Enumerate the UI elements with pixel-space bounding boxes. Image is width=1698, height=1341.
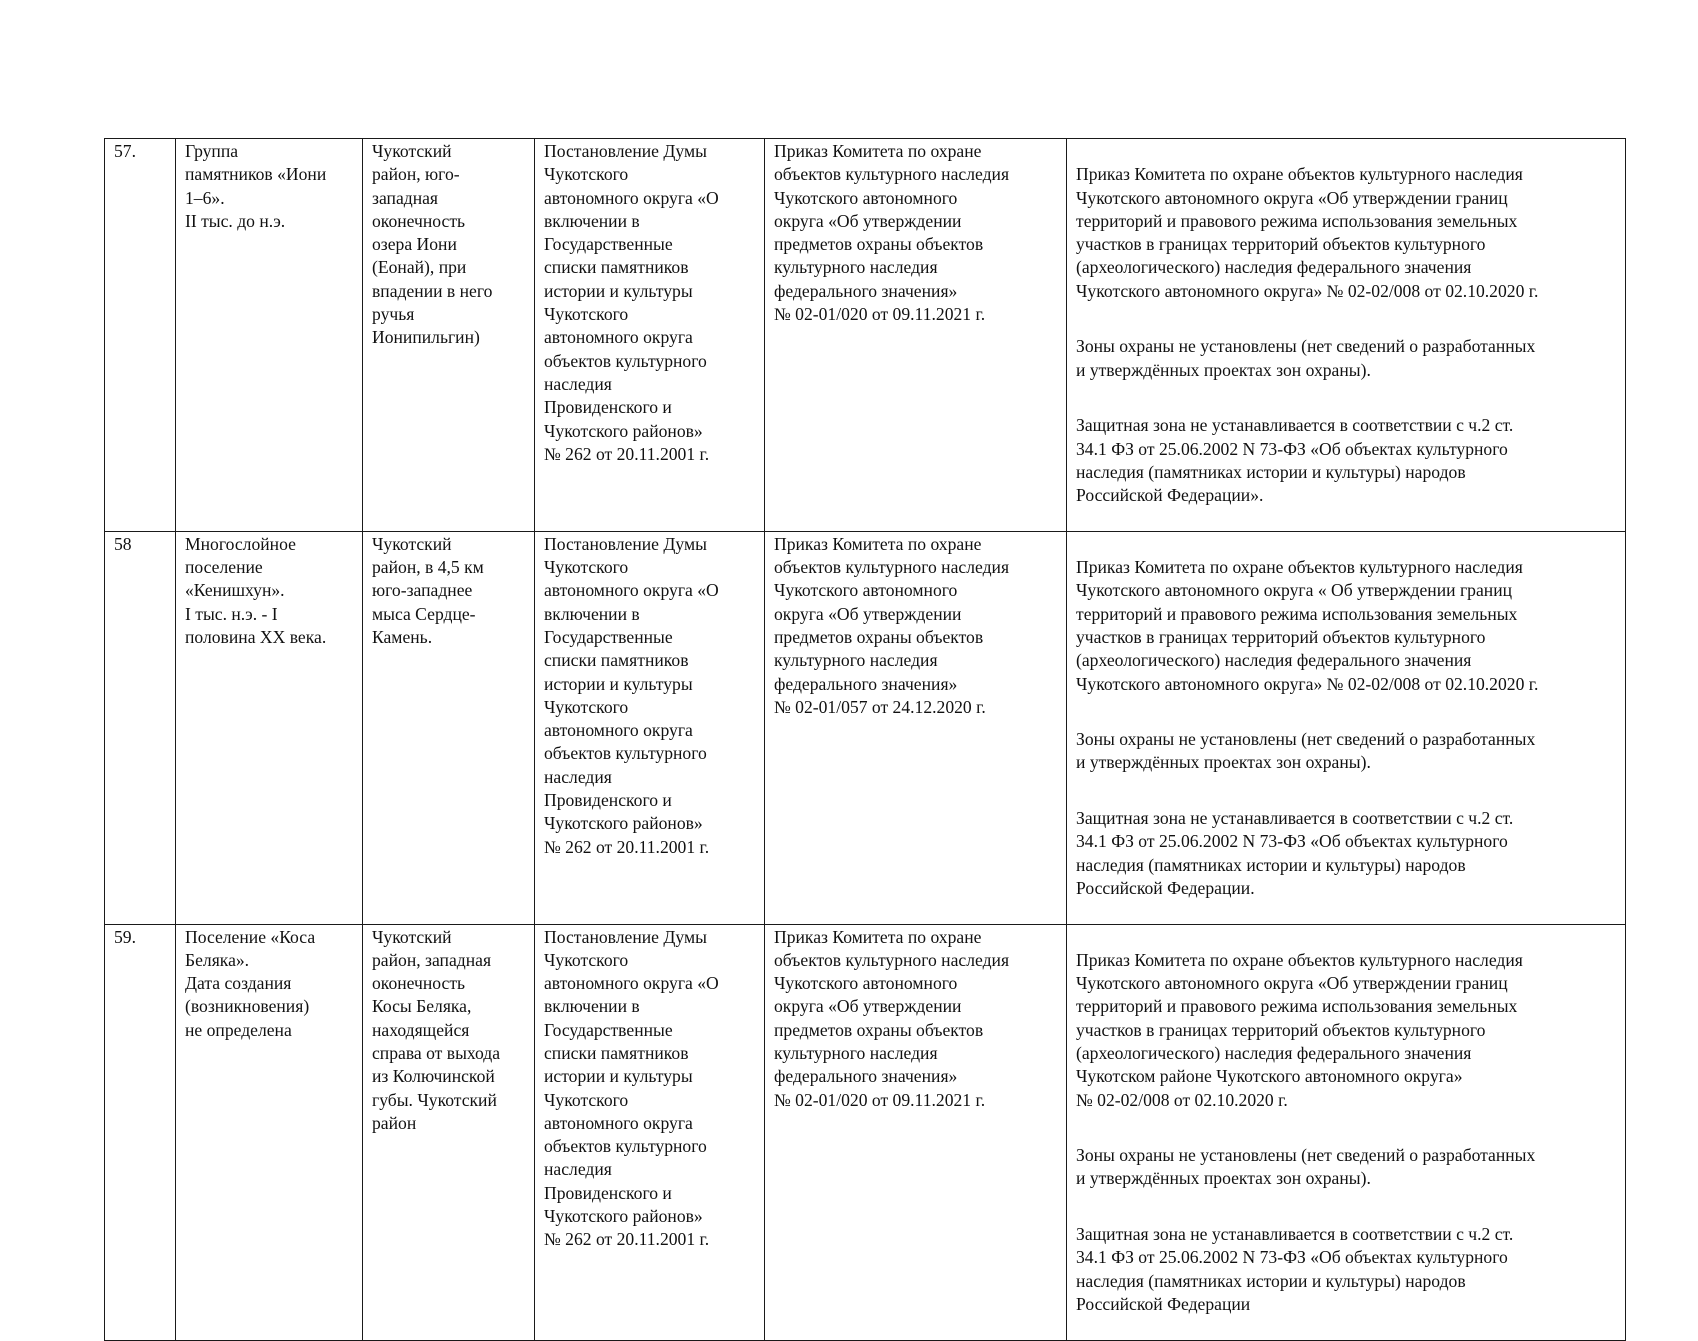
object-location: Чукотский район, западная оконечность Косы Беляка, находящейся справа от выхода из Колючинской губы. Чукотский район	[363, 924, 535, 1340]
zone-status: Зоны охраны не установлены (нет сведений о разработанных и утверждённых проектах зон охраны).	[1076, 336, 1536, 380]
heritage-registry-table	[104, 138, 1626, 1341]
object-name: Многослойное поселение «Кенишхун». I тыс. н.э. - I половина XX века.	[176, 531, 363, 924]
row-number: 58	[105, 531, 176, 924]
zone-status: Зоны охраны не установлены (нет сведений о разработанных и утверждённых проектах зон охраны).	[1076, 1145, 1536, 1189]
zones-cell	[1067, 531, 1626, 924]
row-number: 59.	[105, 924, 176, 1340]
protection-subject-order: Приказ Комитета по охране объектов культурного наследия Чукотского автономного округа «Об утверждении предметов охраны объектов культурного наследия федерального значения» № 02-01/020 от 09.11.2021 г.	[765, 924, 1067, 1340]
protective-zone-note: Защитная зона не устанавливается в соответствии с ч.2 ст. 34.1 ФЗ от 25.06.2002 N 73-ФЗ «Об объектах культурного наследия (памятниках истории и культуры) народов Российской Федерации».	[1076, 415, 1514, 506]
boundary-order: Приказ Комитета по охране объектов культурного наследия Чукотского автономного округа « Об утверждении границ территорий и правового режима использования земельных участков в границах территорий объектов культурного (археологического) наследия федерального значения Чукотского автономного округа» № 02-02/008 от 02.10.2020 г.	[1076, 557, 1539, 694]
boundary-order: Приказ Комитета по охране объектов культурного наследия Чукотского автономного округа «Об утверждении границ территорий и правового режима использования земельных участков в границах территорий объектов культурного (археологического) наследия федерального значения Чукотского автономного округа» № 02-02/008 от 02.10.2020 г.	[1076, 164, 1539, 301]
inclusion-decree: Постановление Думы Чукотского автономного округа «О включении в Государственные списки памятников истории и культуры Чукотского автономного округа объектов культурного наследия Провиденского и Чукотского районов» № 262 от 20.11.2001 г.	[535, 924, 765, 1340]
protective-zone-note: Защитная зона не устанавливается в соответствии с ч.2 ст. 34.1 ФЗ от 25.06.2002 N 73-ФЗ «Об объектах культурного наследия (памятниках истории и культуры) народов Российской Федерации.	[1076, 808, 1514, 898]
protective-zone-note: Защитная зона не устанавливается в соответствии с ч.2 ст. 34.1 ФЗ от 25.06.2002 N 73-ФЗ «Об объектах культурного наследия (памятниках истории и культуры) народов Российской Федерации	[1076, 1224, 1514, 1314]
object-name: Группа памятников «Иони 1–6». II тыс. до н.э.	[176, 139, 363, 532]
zones-cell	[1067, 924, 1626, 1340]
table-row	[105, 531, 1626, 924]
object-name: Поселение «Коса Беляка». Дата создания (возникновения) не определена	[176, 924, 363, 1340]
boundary-order: Приказ Комитета по охране объектов культурного наследия Чукотского автономного округа «Об утверждении границ территорий и правового режима использования земельных участков в границах территорий объектов культурного (археологического) наследия федерального значения Чукотском районе Чукотского автономного округа» № 02-02/008 от 02.10.2020 г.	[1076, 949, 1523, 1110]
object-location: Чукотский район, в 4,5 км юго-западнее мыса Сердце- Камень.	[363, 531, 535, 924]
document-page	[104, 138, 1625, 1341]
protection-subject-order: Приказ Комитета по охране объектов культурного наследия Чукотского автономного округа «Об утверждении предметов охраны объектов культурного наследия федерального значения» № 02-01/057 от 24.12.2020 г.	[765, 531, 1067, 924]
zones-cell	[1067, 139, 1626, 532]
table-row	[105, 924, 1626, 1340]
inclusion-decree: Постановление Думы Чукотского автономного округа «О включении в Государственные списки памятников истории и культуры Чукотского автономного округа объектов культурного наследия Провиденского и Чукотского районов» № 262 от 20.11.2001 г.	[535, 531, 765, 924]
protection-subject-order: Приказ Комитета по охране объектов культурного наследия Чукотского автономного округа «Об утверждении предметов охраны объектов культурного наследия федерального значения» № 02-01/020 от 09.11.2021 г.	[765, 139, 1067, 532]
zone-status: Зоны охраны не установлены (нет сведений о разработанных и утверждённых проектах зон охраны).	[1076, 729, 1536, 773]
row-number: 57.	[105, 139, 176, 532]
table-row	[105, 139, 1626, 532]
object-location: Чукотский район, юго- западная оконечность озера Иони (Еонай), при впадении в него ручья Ионипильгин)	[363, 139, 535, 532]
inclusion-decree: Постановление Думы Чукотского автономного округа «О включении в Государственные списки памятников истории и культуры Чукотского автономного округа объектов культурного наследия Провиденского и Чукотского районов» № 262 от 20.11.2001 г.	[535, 139, 765, 532]
